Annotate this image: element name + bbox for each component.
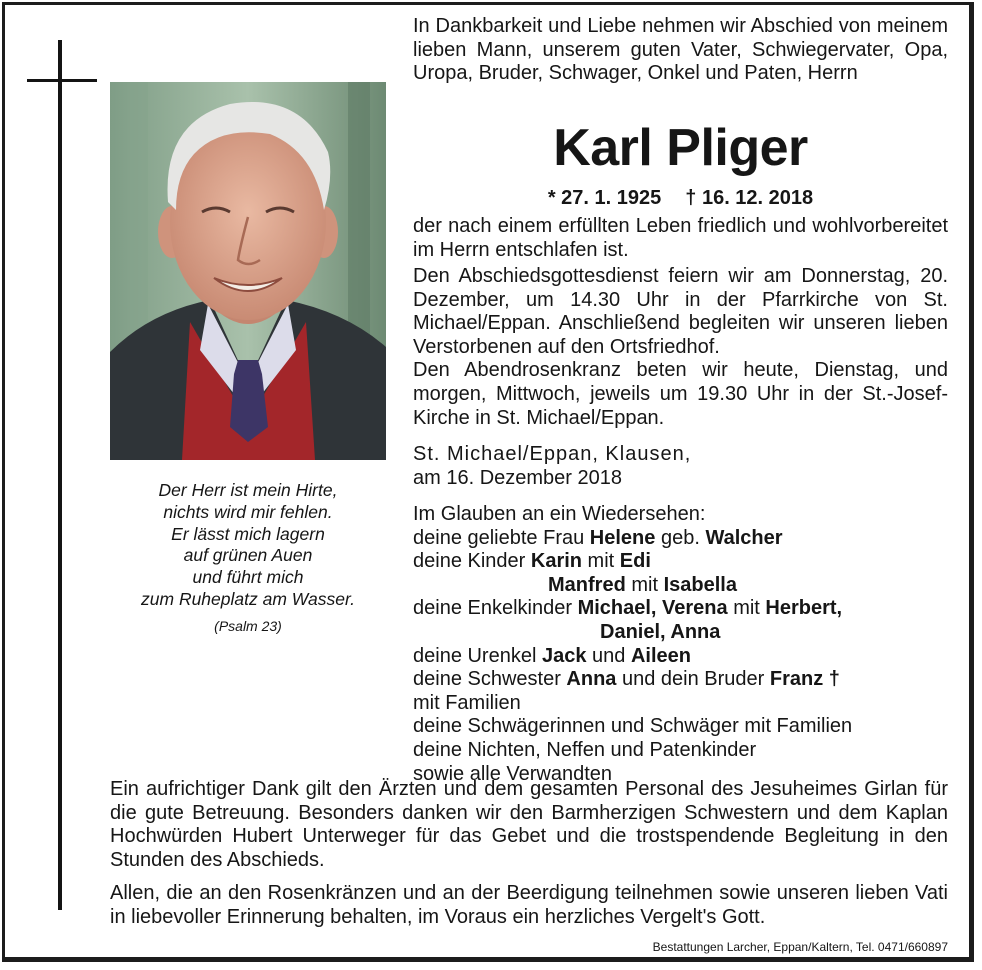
cross-icon-bar [27,79,97,82]
mourner-grandchildren: deine Enkelkinder Michael, Verena mit Herbert, [413,597,843,620]
psalm-line: und führt mich [192,567,304,588]
intro-text: In Dankbarkeit und Liebe nehmen wir Abschied von meinem lieben Mann, unserem guten Vater, Schwiegervater, Opa, Uropa, Bruder, Schwager, Onkel und Paten, Herrn [413,15,948,85]
cross-icon [58,40,62,910]
death-date: † 16. 12. 2018 [685,187,814,209]
mourner-nieces: deine Nichten, Neffen und Patenkinder [413,738,757,761]
mourner-wife: deine geliebte Frau Helene geb. Walcher [413,526,783,549]
mourners-list [413,503,948,786]
mourner-in-laws: deine Schwägerinnen und Schwäger mit Familien [413,715,853,738]
mourner-children: deine Kinder Karin mit Edi [413,550,651,573]
deceased-name: Karl Pliger [553,119,808,177]
rosary-text: Den Abendrosenkranz beten wir heute, Dienstag, und morgen, Mittwoch, jeweils um 19.30 Uhr in der St.-Josef-Kirche in St. Michael/Eppan. [413,359,948,429]
place-date [413,443,948,490]
birth-date: * 27. 1. 1925 [547,187,662,209]
passing-text: der nach einem erfüllten Leben friedlich und wohlvorbereitet im Herrn entschlafen ist. [413,215,948,261]
undertaker-credit: Bestattungen Larcher, Eppan/Kaltern, Tel. 0471/660897 [652,940,948,954]
psalm-line: Er lässt mich lagern [171,523,325,544]
mourner-relatives: sowie alle Verwandten [413,762,613,785]
portrait-photo [110,82,386,460]
mourner-families: mit Familien [413,691,521,714]
mourners-heading: Im Glauben an ein Wiedersehen: [413,503,706,525]
mourner-great-grandchildren: deine Urenkel Jack und Aileen [413,644,691,667]
place-line: St. Michael/Eppan, Klausen, [413,443,692,465]
mourner-siblings: deine Schwester Anna und dein Bruder Franz † [413,668,840,691]
service-text: Den Abschiedsgottesdienst feiern wir am Donnerstag, 20. Dezember, um 14.30 Uhr in der Pfarrkirche von St. Michael/Eppan. Anschließend begleiten wir unseren lieben Verstorbenen auf den Ortsfriedhof. [413,265,948,358]
date-line: am 16. Dezember 2018 [413,466,623,489]
psalm-line: Der Herr ist mein Hirte, [158,480,338,500]
psalm-line: auf grünen Auen [183,545,313,566]
life-dates [413,186,948,210]
service-block [413,265,948,430]
psalm-line: nichts wird mir fehlen. [163,501,333,522]
mourner-grandchildren-2: Daniel, Anna [600,620,721,643]
psalm-quote [110,480,386,635]
thanks-text-2: Allen, die an den Rosenkränzen und an der Beerdigung teilnehmen sowie unseren lieben Vati in liebevoller Erinnerung behalten, im Voraus ein herzliches Vergelt's Gott. [110,882,948,928]
thanks-text: Ein aufrichtiger Dank gilt den Ärzten und dem gesamten Personal des Jesuheimes Girlan für die gute Betreuung. Besonders danken wir den Barmherzigen Schwestern und dem Kaplan Hochwürden Hubert Unterweger für das Gebet und die trostspendende Begleitung in den Stunden des Abschieds. [110,778,948,871]
mourner-children-2: Manfred mit Isabella [548,573,737,596]
psalm-line: zum Ruheplatz am Wasser. [141,588,355,609]
psalm-reference: (Psalm 23) [214,617,282,634]
